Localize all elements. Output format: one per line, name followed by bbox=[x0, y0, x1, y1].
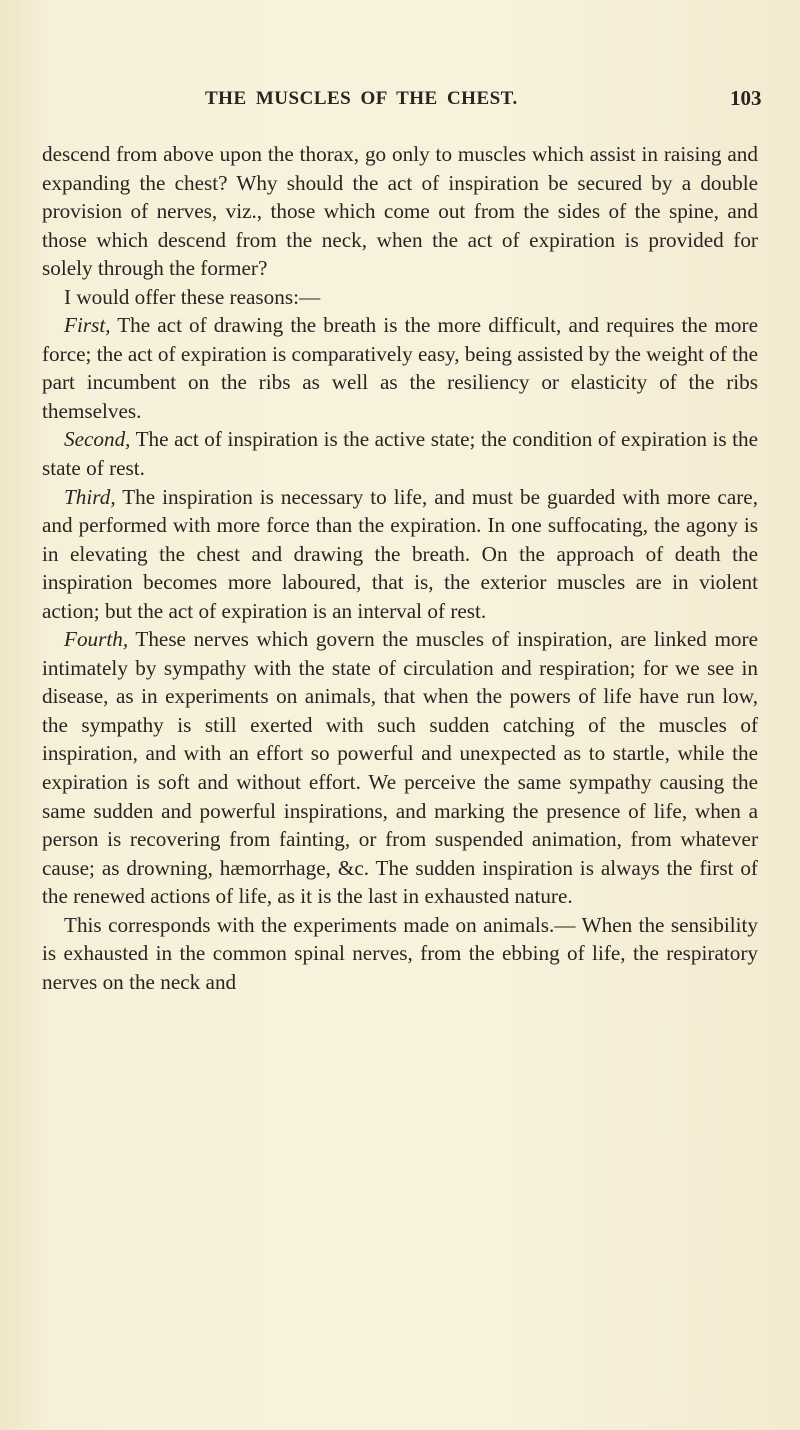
paragraph-fourth bbox=[42, 625, 758, 910]
paragraph-text: descend from above upon the thorax, go only to muscles which assist in raising and expanding the chest? Why should the act of inspiration be secured by a double provision of nerves, viz., those which come out from the sides of the spine, and those which descend from the neck, when the act of expiration is provided for solely through the former? bbox=[42, 142, 758, 281]
paragraph-lead: Fourth, bbox=[64, 627, 129, 652]
paragraph-text: This corresponds with the experiments made on animals.— When the sensibility is exhausted in the common spinal nerves, from the ebbing of life, the respiratory nerves on the neck and bbox=[42, 912, 758, 994]
running-head: THE MUSCLES OF THE CHEST. bbox=[205, 88, 518, 109]
paragraph-first bbox=[42, 311, 758, 425]
paragraph-third bbox=[42, 483, 758, 626]
paragraph-lead: Third, bbox=[64, 484, 116, 509]
paragraph-continuation bbox=[42, 140, 758, 283]
page-header bbox=[0, 88, 800, 118]
paragraph-text: The act of drawing the breath is the more difficult, and requires the more force; the act of expiration is comparatively easy, being assisted by the weight of the part incumbent on the ribs as well as the resiliency or elasticity of the ribs themselves. bbox=[42, 313, 758, 423]
body-text bbox=[42, 140, 758, 996]
paragraph-lead: Second, bbox=[64, 427, 131, 452]
paragraph-text: These nerves which govern the muscles of inspiration, are linked more intimately by sympathy with the state of circulation and respiration; for we see in disease, as in experiments on animals, that when the powers of life have run low, the sympathy is still exerted with such sudden catching of the muscles of inspiration, and with an effort so powerful and unexpected as to startle, while the expiration is soft and without effort. We perceive the same sympathy causing the same sudden and powerful inspirations, and marking the presence of life, when a person is recovering from fainting, or from suspended animation, from whatever cause; as drowning, hæmorrhage, &c. The sudden inspiration is always the first of the renewed actions of life, as it is the last in exhausted nature. bbox=[42, 627, 758, 909]
paragraph-final bbox=[42, 911, 758, 997]
paragraph-intro bbox=[42, 283, 758, 312]
paragraph-text: I would offer these reasons:— bbox=[64, 284, 321, 309]
paragraph-second bbox=[42, 425, 758, 482]
paragraph-text: The act of inspiration is the active state; the condition of expiration is the state of rest. bbox=[42, 427, 758, 481]
page-number: 103 bbox=[730, 86, 762, 110]
paragraph-lead: First, bbox=[64, 313, 111, 338]
paragraph-text: The inspiration is necessary to life, and must be guarded with more care, and performed with more force than the expiration. In one suffocating, the agony is in elevating the chest and drawing the breath. On the approach of death the inspiration becomes more laboured, that is, the exterior muscles are in violent action; but the act of expiration is an interval of rest. bbox=[42, 484, 758, 623]
